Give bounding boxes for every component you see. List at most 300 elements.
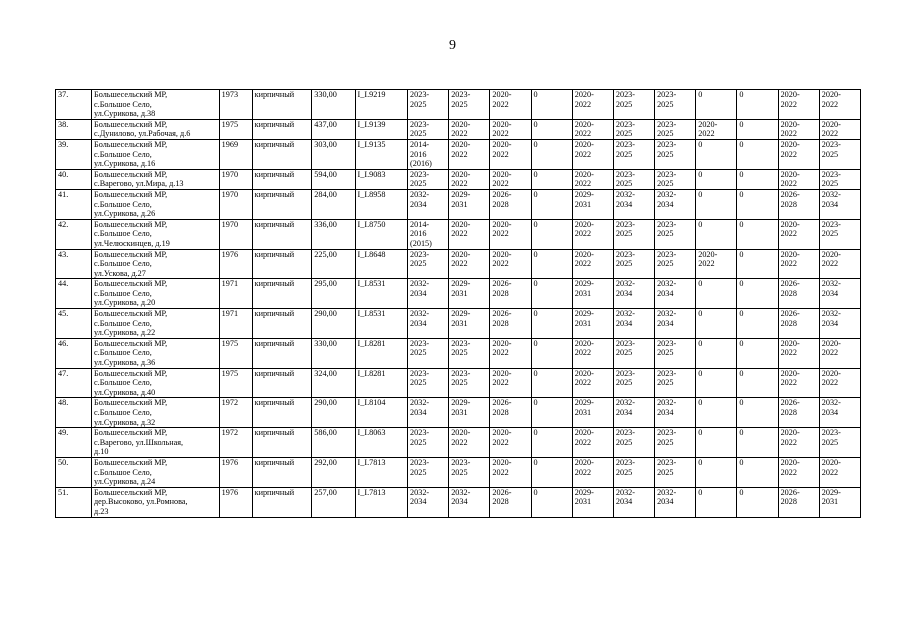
period-cell-c10 [778,368,819,398]
period-cell-c3 [490,398,531,428]
cell-line: Большесельский МР, [94,249,168,259]
cell-line: 2025 [657,378,674,388]
table-row [56,119,861,139]
period-cell-c6 [613,219,654,249]
period-cell-c8 [696,398,737,428]
period-cell-c8 [696,139,737,169]
wall-material-cell: кирпичный [252,309,312,339]
cell-line: 2032- [821,398,841,408]
cell-line: 2034 [821,408,839,417]
cell-line: 2022 [821,99,839,109]
period-cell-c11 [819,368,860,398]
cell-line: 2020- [574,119,594,129]
wall-material-cell: кирпичный [252,368,312,398]
cell-line: 2025 [451,348,468,358]
period-cell-c2 [449,90,490,120]
value-cell: 0 [737,487,778,517]
cell-line: 2032- [657,189,677,199]
index-cell: I_I.8648 [355,249,408,279]
index-cell: I_I.8531 [355,309,408,339]
cell-line: 2020- [574,428,594,438]
cell-line: 2020- [451,249,471,259]
cell-line: 2028 [492,288,509,298]
value-cell: 0 [531,219,572,249]
period-cell-c8 [696,368,737,398]
wall-material-cell: кирпичный [252,90,312,120]
cell-line: 2025 [657,99,674,109]
cell-line: 2034 [657,199,674,209]
cell-line: 2020- [574,219,594,229]
cell-line: 2023- [657,368,677,378]
period-cell-c1 [408,169,449,189]
cell-line: 2020- [492,119,512,129]
cell-line: 2014- [410,219,430,229]
cell-line: Большесельский МР, [94,219,168,229]
address-cell [92,279,220,309]
period-cell-c7 [655,338,696,368]
cell-line: 0 [698,90,703,99]
address-cell [92,457,220,487]
cell-line: 2025 [657,348,674,358]
cell-line: 2025 [821,437,839,447]
period-cell-c3 [490,428,531,458]
period-cell-c5 [572,457,613,487]
cell-line: 2032- [615,398,635,408]
cell-line: 2028 [780,288,797,298]
cell-line: 2020- [780,338,800,348]
cell-line: 2022 [780,229,797,239]
index-cell: I_I.9219 [355,90,408,120]
wall-material-cell: кирпичный [252,169,312,189]
cell-line: 2034 [821,288,839,298]
cell-line: ул.Сурикова, д.20 [94,298,156,308]
cell-line: 2032- [657,398,677,408]
cell-line: 2025 [615,259,633,269]
table-row [56,279,861,309]
cell-line: 2025 [657,149,674,159]
period-cell-c8 [696,189,737,219]
cell-line: 2020- [780,428,800,438]
cell-line: 2022 [574,99,592,109]
index-cell: I_I.8281 [355,338,408,368]
cell-line: с.Большое Село, [94,199,152,209]
wall-material-cell: кирпичный [252,457,312,487]
cell-line: 2029- [574,487,594,497]
cell-line: 2023- [657,249,677,259]
table-row [56,139,861,169]
cell-line: Большесельский МР, [94,90,168,99]
cell-line: 2022 [492,99,509,109]
cell-line: 2026- [780,398,800,408]
value-cell: 0 [737,169,778,189]
period-cell-c5 [572,139,613,169]
address-cell [92,368,220,398]
year-built-cell: 1972 [219,428,252,458]
index-cell: I_I.9083 [355,169,408,189]
index-cell: I_I.7813 [355,487,408,517]
row-number-cell: 40. [56,169,92,189]
period-cell-c5 [572,309,613,339]
period-cell-c2 [449,219,490,249]
value-cell: 0 [531,169,572,189]
table-row [56,338,861,368]
cell-line: Большесельский МР, [94,368,168,378]
cell-line: ул.Сурикова, д.16 [94,159,156,169]
cell-line: 2031 [451,288,468,298]
cell-line: 2022 [574,467,592,477]
period-cell-c1 [408,487,449,517]
row-number-cell: 37. [56,90,92,120]
cell-line: 2025 [615,129,633,139]
period-cell-c1 [408,398,449,428]
period-cell-c6 [613,487,654,517]
period-cell-c6 [613,457,654,487]
cell-line: 2023- [615,169,635,179]
cell-line: 2020- [780,457,800,467]
cell-line: 2025 [410,129,427,139]
cell-line: 2026- [492,398,512,408]
period-cell-c8 [696,119,737,139]
table-row [56,169,861,189]
cell-line: 2028 [780,318,797,328]
value-cell: 0 [737,338,778,368]
cell-line: 2020- [574,457,594,467]
wall-material-cell: кирпичный [252,189,312,219]
cell-line: 2020- [492,457,512,467]
cell-line: 2023- [657,90,677,99]
period-cell-c7 [655,169,696,189]
cell-line: 2028 [492,497,509,507]
period-cell-c6 [613,249,654,279]
cell-line: 2034 [410,497,427,507]
cell-line: 2025 [451,99,468,109]
cell-line: 2029- [574,309,594,319]
cell-line: 2023- [410,338,430,348]
table-row [56,309,861,339]
cell-line: 2032- [410,398,430,408]
cell-line: 2025 [615,149,633,159]
period-cell-c11 [819,119,860,139]
cell-line: 2022 [698,129,715,139]
cell-line: 2031 [451,199,468,209]
period-cell-c6 [613,90,654,120]
period-cell-c2 [449,398,490,428]
cell-line: 2022 [780,259,797,269]
cell-line: 2022 [492,437,509,447]
cell-line: Большесельский МР, [94,309,168,319]
cell-line: 2022 [780,437,797,447]
cell-line: 2020- [698,119,718,129]
area-cell: 324,00 [312,368,355,398]
table-row [56,219,861,249]
period-cell-c6 [613,428,654,458]
cell-line: Большесельский МР, [94,428,168,438]
cell-line: 2023- [451,457,471,467]
value-cell: 0 [737,90,778,120]
period-cell-c7 [655,249,696,279]
cell-line: 2032- [821,189,841,199]
index-cell: I_I.9139 [355,119,408,139]
cell-line: 2028 [780,199,797,209]
period-cell-c1 [408,119,449,139]
cell-line: 2032- [615,487,635,497]
cell-line: д.23 [94,506,109,516]
value-cell: 0 [531,249,572,279]
cell-line: 2034 [657,318,674,328]
cell-line: 2023- [657,219,677,229]
period-cell-c10 [778,249,819,279]
cell-line: Большесельский МР, [94,139,168,149]
address-cell [92,119,220,139]
cell-line: 2020- [451,119,471,129]
cell-line: 2032- [615,309,635,319]
period-cell-c6 [613,279,654,309]
period-cell-c8 [696,249,737,279]
cell-line: 2023- [615,139,635,149]
table-row [56,457,861,487]
cell-line: 2023- [657,169,677,179]
cell-line: 2025 [451,378,468,388]
cell-line: 2034 [657,408,674,417]
period-cell-c6 [613,119,654,139]
cell-line: 2034 [410,288,427,298]
cell-line: 2029- [451,279,471,289]
cell-line: 2025 [451,467,468,477]
address-cell [92,219,220,249]
cell-line: 2014- [410,139,430,149]
cell-line: 2022 [780,348,797,358]
cell-line: 2023- [615,428,635,438]
value-cell: 0 [531,428,572,458]
cell-line: 2023- [410,457,430,467]
cell-line: 2022 [574,378,592,388]
table-row [56,487,861,517]
period-cell-c3 [490,139,531,169]
cell-line: 2023- [451,368,471,378]
period-cell-c2 [449,279,490,309]
cell-line: 2022 [574,259,592,269]
cell-line: 2023- [615,119,635,129]
period-cell-c2 [449,309,490,339]
index-cell: I_I.8281 [355,368,408,398]
area-cell: 437,00 [312,119,355,139]
cell-line: 2032- [451,487,471,497]
cell-line: 2020- [780,249,800,259]
period-cell-c6 [613,189,654,219]
cell-line: 2025 [657,259,674,269]
year-built-cell: 1970 [219,169,252,189]
cell-line: 2023- [615,368,635,378]
year-built-cell: 1975 [219,119,252,139]
cell-line: 2023- [657,139,677,149]
area-cell: 336,00 [312,219,355,249]
cell-line: 2025 [657,179,674,189]
cell-line: 2020- [574,249,594,259]
cell-line: ул.Сурикова, д.24 [94,477,156,487]
value-cell: 0 [737,457,778,487]
cell-line: 2022 [821,467,839,477]
cell-line: 0 [698,368,703,378]
cell-line: 2034 [615,288,633,298]
year-built-cell: 1972 [219,398,252,428]
period-cell-c11 [819,338,860,368]
row-number-cell: 39. [56,139,92,169]
cell-line: 2023- [821,219,841,229]
value-cell: 0 [737,368,778,398]
cell-line: 2023- [615,90,635,99]
cell-line: 0 [698,189,703,199]
period-cell-c10 [778,487,819,517]
cell-line: 2023- [821,139,841,149]
row-number-cell: 42. [56,219,92,249]
cell-line: 0 [698,279,703,289]
cell-line: 2029- [574,398,594,408]
period-cell-c7 [655,457,696,487]
cell-line: 2020- [492,249,512,259]
cell-line: 2025 [615,467,633,477]
cell-line: 2032- [657,279,677,289]
cell-line: 2020- [821,368,841,378]
index-cell: I_I.8958 [355,189,408,219]
cell-line: 2026- [492,279,512,289]
area-cell: 284,00 [312,189,355,219]
period-cell-c1 [408,338,449,368]
cell-line: 2020- [574,90,594,99]
area-cell: 330,00 [312,90,355,120]
cell-line: 2022 [574,129,592,139]
address-cell [92,249,220,279]
cell-line: 2022 [780,129,797,139]
address-cell [92,189,220,219]
period-cell-c3 [490,487,531,517]
cell-line: 2032- [821,309,841,319]
period-cell-c1 [408,309,449,339]
cell-line: с.Большое Село, [94,378,152,388]
cell-line: 2032- [410,189,430,199]
cell-line: с.Варегово, ул.Школьная, [94,437,184,447]
cell-line: 2022 [574,437,592,447]
period-cell-c1 [408,457,449,487]
cell-line: 2034 [410,199,427,209]
cell-line: 0 [698,309,703,319]
value-cell: 0 [531,338,572,368]
cell-line: 2031 [574,199,592,209]
cell-line: 2034 [657,497,674,507]
period-cell-c6 [613,398,654,428]
value-cell: 0 [531,309,572,339]
cell-line: 2020- [492,219,512,229]
wall-material-cell: кирпичный [252,119,312,139]
period-cell-c10 [778,90,819,120]
cell-line: Большесельский МР, [94,457,168,467]
cell-line: 2022 [451,129,468,139]
value-cell: 0 [737,139,778,169]
cell-line: 2028 [492,318,509,328]
address-cell [92,398,220,428]
period-cell-c7 [655,428,696,458]
period-cell-c3 [490,338,531,368]
cell-line: 2031 [574,497,592,507]
cell-line: 2020- [574,169,594,179]
cell-line: 2020- [821,338,841,348]
year-built-cell: 1970 [219,189,252,219]
cell-line: 2022 [451,149,468,159]
cell-line: ул.Сурикова, д.22 [94,328,156,338]
period-cell-c11 [819,398,860,428]
wall-material-cell: кирпичный [252,279,312,309]
cell-line: 2023- [657,338,677,348]
cell-line: 0 [698,338,703,348]
cell-line: ул.Сурикова, д.40 [94,387,156,397]
cell-line: 2022 [780,179,797,189]
cell-line: 2022 [780,378,797,388]
area-cell: 292,00 [312,457,355,487]
cell-line: д.10 [94,447,109,457]
cell-line: 0 [698,398,703,408]
area-cell: 295,00 [312,279,355,309]
row-number-cell: 41. [56,189,92,219]
cell-line: ул.Сурикова, д.36 [94,358,156,368]
cell-line: Большесельский МР, [94,169,168,179]
period-cell-c2 [449,169,490,189]
row-number-cell: 45. [56,309,92,339]
cell-line: 2029- [574,189,594,199]
period-cell-c11 [819,279,860,309]
year-built-cell: 1973 [219,90,252,120]
cell-line: 2022 [492,129,509,139]
cell-line: 2023- [657,428,677,438]
period-cell-c7 [655,90,696,120]
cell-line: 2022 [451,229,468,239]
cell-line: 2026- [492,487,512,497]
row-number-cell: 48. [56,398,92,428]
value-cell: 0 [737,279,778,309]
row-number-cell: 50. [56,457,92,487]
area-cell: 257,00 [312,487,355,517]
table-row [56,249,861,279]
period-cell-c2 [449,249,490,279]
cell-line: 2022 [492,149,509,159]
cell-line: 2022 [574,229,592,239]
row-number-cell: 43. [56,249,92,279]
row-number-cell: 44. [56,279,92,309]
period-cell-c3 [490,169,531,189]
cell-line: 2034 [615,497,633,507]
cell-line: 0 [698,169,703,179]
value-cell: 0 [531,368,572,398]
year-built-cell: 1976 [219,249,252,279]
cell-line: 2025 [410,99,427,109]
period-cell-c1 [408,368,449,398]
cell-line: 2025 [657,467,674,477]
cell-line: 2020- [821,119,841,129]
period-cell-c3 [490,457,531,487]
cell-line: 2025 [410,467,427,477]
cell-line: 2022 [492,348,509,358]
housing-repair-table [55,89,861,518]
cell-line: 2025 [657,437,674,447]
cell-line: 2023- [657,119,677,129]
cell-line: ул.Сурикова, д.26 [94,209,156,219]
index-cell: I_I.8531 [355,279,408,309]
row-number-cell: 51. [56,487,92,517]
cell-line: 2020- [492,139,512,149]
value-cell: 0 [531,90,572,120]
cell-line: 2023- [615,249,635,259]
period-cell-c3 [490,279,531,309]
cell-line: 2025 [410,348,427,358]
wall-material-cell: кирпичный [252,487,312,517]
